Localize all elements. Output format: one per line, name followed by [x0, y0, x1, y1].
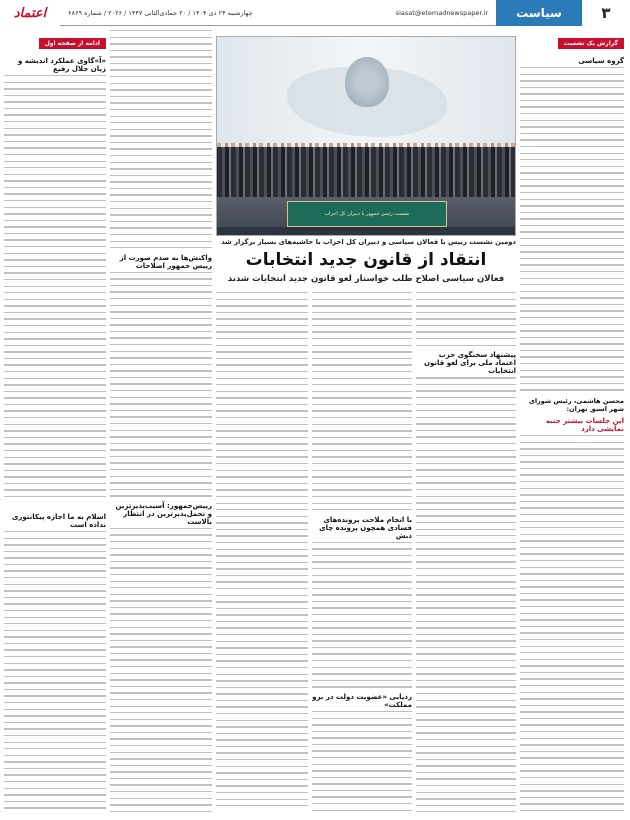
stage-banner: نشست رئیس جمهور با دبیران کل احزاب: [287, 201, 447, 227]
col-c-heading-1: واکنش‌ها به صدم صورت از رییس جمهور اصلاحات: [119, 253, 212, 270]
group-label: گروه سیاسی: [578, 57, 624, 65]
site-email[interactable]: siasat@etemadnewspaper.ir: [395, 8, 488, 17]
left-heading-1: «آ»گاوی عملکرد اندیشه و زبان جلال رفیع: [18, 57, 106, 73]
header-meta: [60, 0, 496, 26]
right-text-2: [520, 435, 624, 816]
left-text-1: [4, 75, 106, 505]
left-heading-2: اسلام به ما اجازه پیکانتوری نداده است: [11, 513, 106, 529]
mid-title: پیشنهاد سخنگوی حزب اعتماد ملی برای لغو قانون انتخابات: [424, 351, 516, 376]
page-header: [0, 0, 630, 26]
box-subtitle: این جلسات بیشتر جنبه نمایشی دارد: [545, 417, 624, 433]
left-column: [4, 30, 106, 812]
section-label: سیاست: [496, 0, 582, 26]
article-col-c: [216, 292, 308, 812]
report-tag: گزارش یک نشست: [558, 38, 624, 49]
article-col-a: [416, 292, 516, 812]
col-c-heading-2: رییس‌جمهور: آسیب‌پذیرترین و تحمل‌پذیرترین در انتظار بالاست: [115, 501, 212, 526]
photo-caption: دومین نشست رییس با فعالان سیاسی و دبیران کل احزاب با حاشیه‌های بسیار برگزار شد: [221, 238, 516, 246]
left-text-2: [4, 531, 106, 812]
col-b-heading-1: با انجام ملاحت پرونده‌های فسادی همچون پرونده چای دبش: [319, 515, 412, 540]
main-headline: انتقاد از قانون جدید انتخابات: [245, 250, 487, 270]
right-column: [520, 30, 624, 816]
col-b-heading-2: ردیابی «عضویت دولت در برو مملکت»: [312, 692, 412, 709]
newspaper-logo: اعتماد: [13, 5, 47, 21]
main-subhead: فعالان سیاسی اصلاح طلب خواستار لغو قانون جدید انتخابات شدند: [227, 274, 505, 284]
mid-left-column: [110, 30, 212, 812]
right-text-1: [520, 67, 624, 397]
date-line: چهارشنبه ۲۴ دی ۱۴۰۴ / ۲۰ جمادی‌الثانی ۱۴۴۷ / ۲۰۲۶ / شماره ۶۸۶۹: [68, 8, 253, 17]
emblem-icon: [345, 57, 389, 107]
meeting-photo: [216, 36, 516, 236]
continued-tag: ادامه از صفحه اول: [39, 38, 106, 49]
page-number: ۳: [601, 4, 611, 22]
article-col-b: [312, 292, 412, 812]
box-title: محسن هاشمی، رئیس شورای شهر اسبق تهران:: [528, 397, 624, 413]
